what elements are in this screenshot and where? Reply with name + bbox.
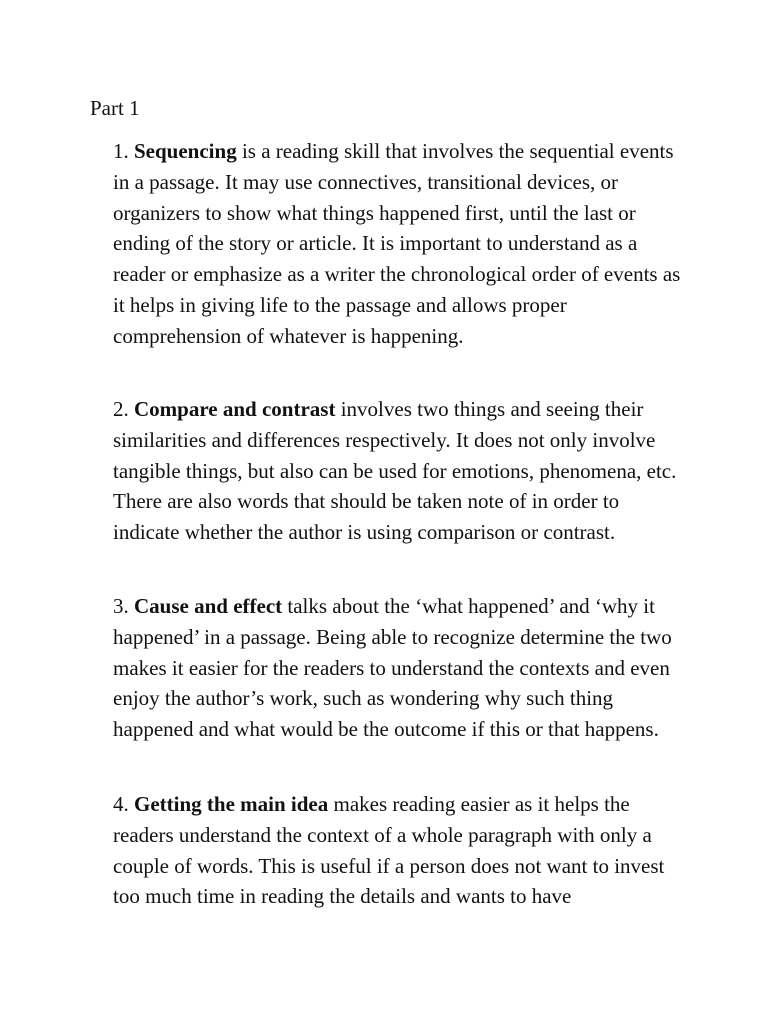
paragraph-term: Cause and effect — [134, 594, 283, 618]
paragraph-term: Compare and contrast — [134, 397, 336, 421]
paragraph-text: involves two things and seeing their similarities and differences respectively. It does not only involve tangible things, but also can be used for emotions, phenomena, etc. There are also words that should be taken note of in order to indicate whether the author is using comparison or contrast. — [113, 397, 677, 545]
paragraph-number: 2. — [113, 397, 129, 421]
paragraph-term: Getting the main idea — [134, 792, 329, 816]
paragraph-main-idea — [113, 789, 688, 912]
paragraph-text: makes reading easier as it helps the readers understand the context of a whole paragraph with only a couple of words. This is useful if a person does not want to invest too much time in reading the details and wants to have — [113, 792, 665, 909]
page-heading: Part 1 — [90, 96, 140, 120]
paragraph-term: Sequencing — [134, 139, 237, 163]
paragraph-text: is a reading skill that involves the sequential events in a passage. It may use connectives, transitional devices, or organizers to show what things happened first, until the last or ending of the story or article. It is important to understand as a reader or emphasize as a writer the chronological order of events as it helps in giving life to the passage and allows proper comprehension of whatever is happening. — [113, 139, 681, 348]
paragraph-number: 1. — [113, 139, 129, 163]
paragraph-cause-effect — [113, 591, 688, 745]
paragraph-number: 4. — [113, 792, 129, 816]
paragraph-compare-contrast — [113, 394, 688, 548]
paragraph-number: 3. — [113, 594, 129, 618]
paragraph-sequencing — [113, 136, 688, 352]
paragraph-text: talks about the ‘what happened’ and ‘why it happened’ in a passage. Being able to recognize determine the two makes it easier for the readers to understand the contexts and even enjoy the author’s work, such as wondering why such thing happened and what would be the outcome if this or that happens. — [113, 594, 672, 742]
